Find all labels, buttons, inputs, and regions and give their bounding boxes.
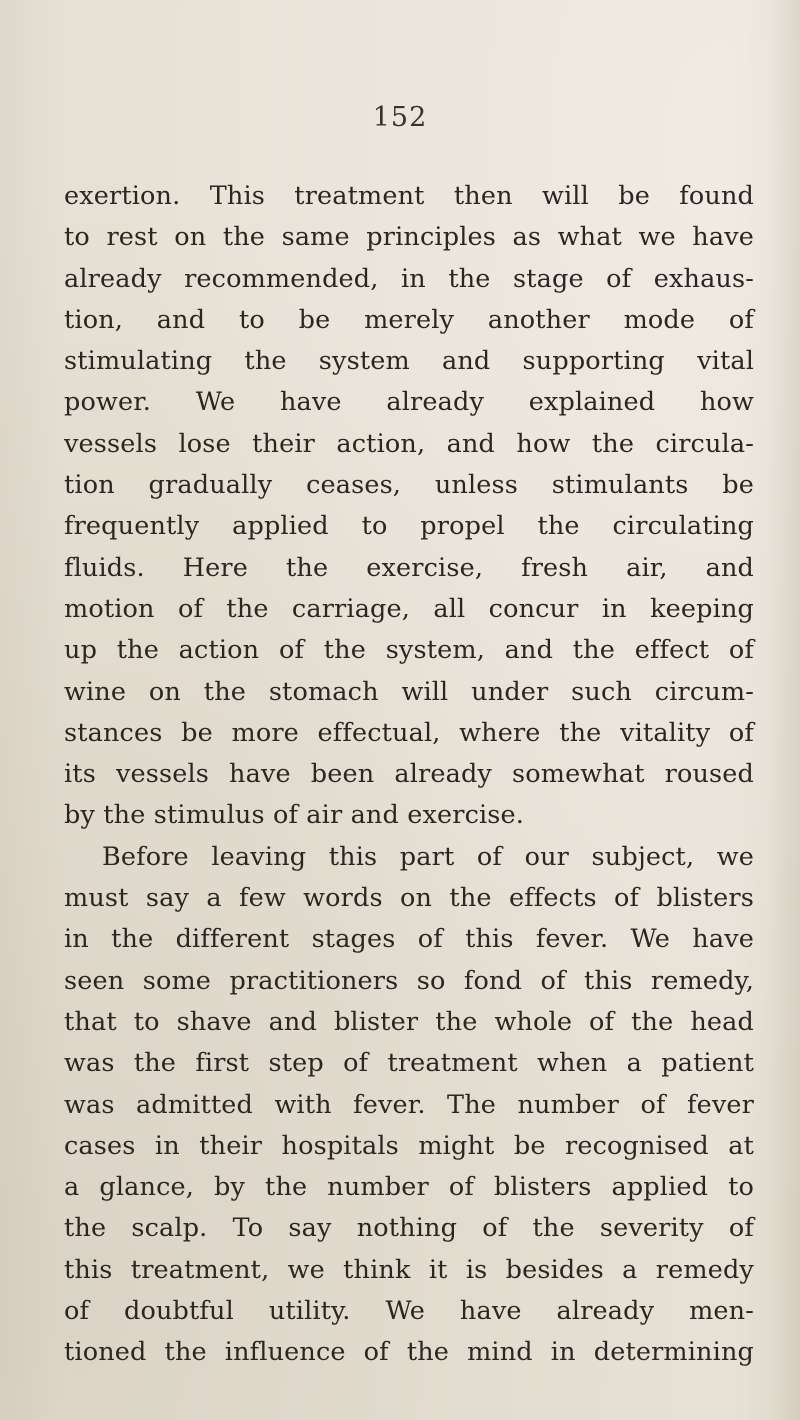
text-line: was admitted with fever. The number of fever — [64, 1089, 754, 1120]
text-line: must say a few words on the effects of blisters — [64, 883, 754, 914]
text-line: wine on the stomach will under such circum- — [64, 676, 754, 707]
paragraph — [64, 176, 754, 837]
text-line: fluids. Here the exercise, fresh air, and — [64, 552, 754, 583]
text-line: exertion. This treatment then will be found — [64, 181, 754, 211]
page-number: 152 — [372, 102, 428, 133]
paragraph — [64, 837, 754, 1374]
text-line: Before leaving this part of our subject, we — [102, 841, 754, 872]
text-line: tioned the influence of the mind in determining — [64, 1337, 754, 1368]
text-line: this treatment, we think it is besides a remedy — [64, 1254, 754, 1285]
text-line: cases in their hospitals might be recognised at — [64, 1130, 754, 1161]
text-line: its vessels have been already somewhat roused — [64, 759, 754, 790]
page-edge-shading — [768, 0, 800, 1420]
text-line: up the action of the system, and the effect of — [64, 635, 754, 666]
text-line: vessels lose their action, and how the circula- — [64, 428, 754, 459]
text-line: a glance, by the number of blisters applied to — [64, 1172, 754, 1203]
text-line: stances be more effectual, where the vitality of — [64, 717, 754, 748]
text-line: of doubtful utility. We have already men- — [64, 1296, 754, 1327]
text-line: already recommended, in the stage of exhaus- — [64, 263, 754, 294]
text-line: seen some practitioners so fond of this remedy, — [64, 965, 754, 996]
text-line: the scalp. To say nothing of the severity of — [64, 1213, 754, 1244]
text-line: that to shave and blister the whole of the head — [64, 1006, 754, 1037]
text-line: frequently applied to propel the circulating — [64, 511, 754, 542]
text-line: was the first step of treatment when a patient — [64, 1048, 754, 1079]
text-line: in the different stages of this fever. We have — [64, 924, 754, 955]
text-line: motion of the carriage, all concur in keeping — [64, 593, 754, 624]
text-line: stimulating the system and supporting vital — [64, 346, 754, 377]
text-line: tion gradually ceases, unless stimulants be — [64, 470, 754, 501]
body-text — [64, 176, 754, 1374]
text-line: power. We have already explained how — [64, 387, 754, 418]
text-line: tion, and to be merely another mode of — [64, 304, 754, 335]
text-line: to rest on the same principles as what we have — [64, 222, 754, 253]
text-line: by the stimulus of air and exercise. — [64, 800, 525, 831]
